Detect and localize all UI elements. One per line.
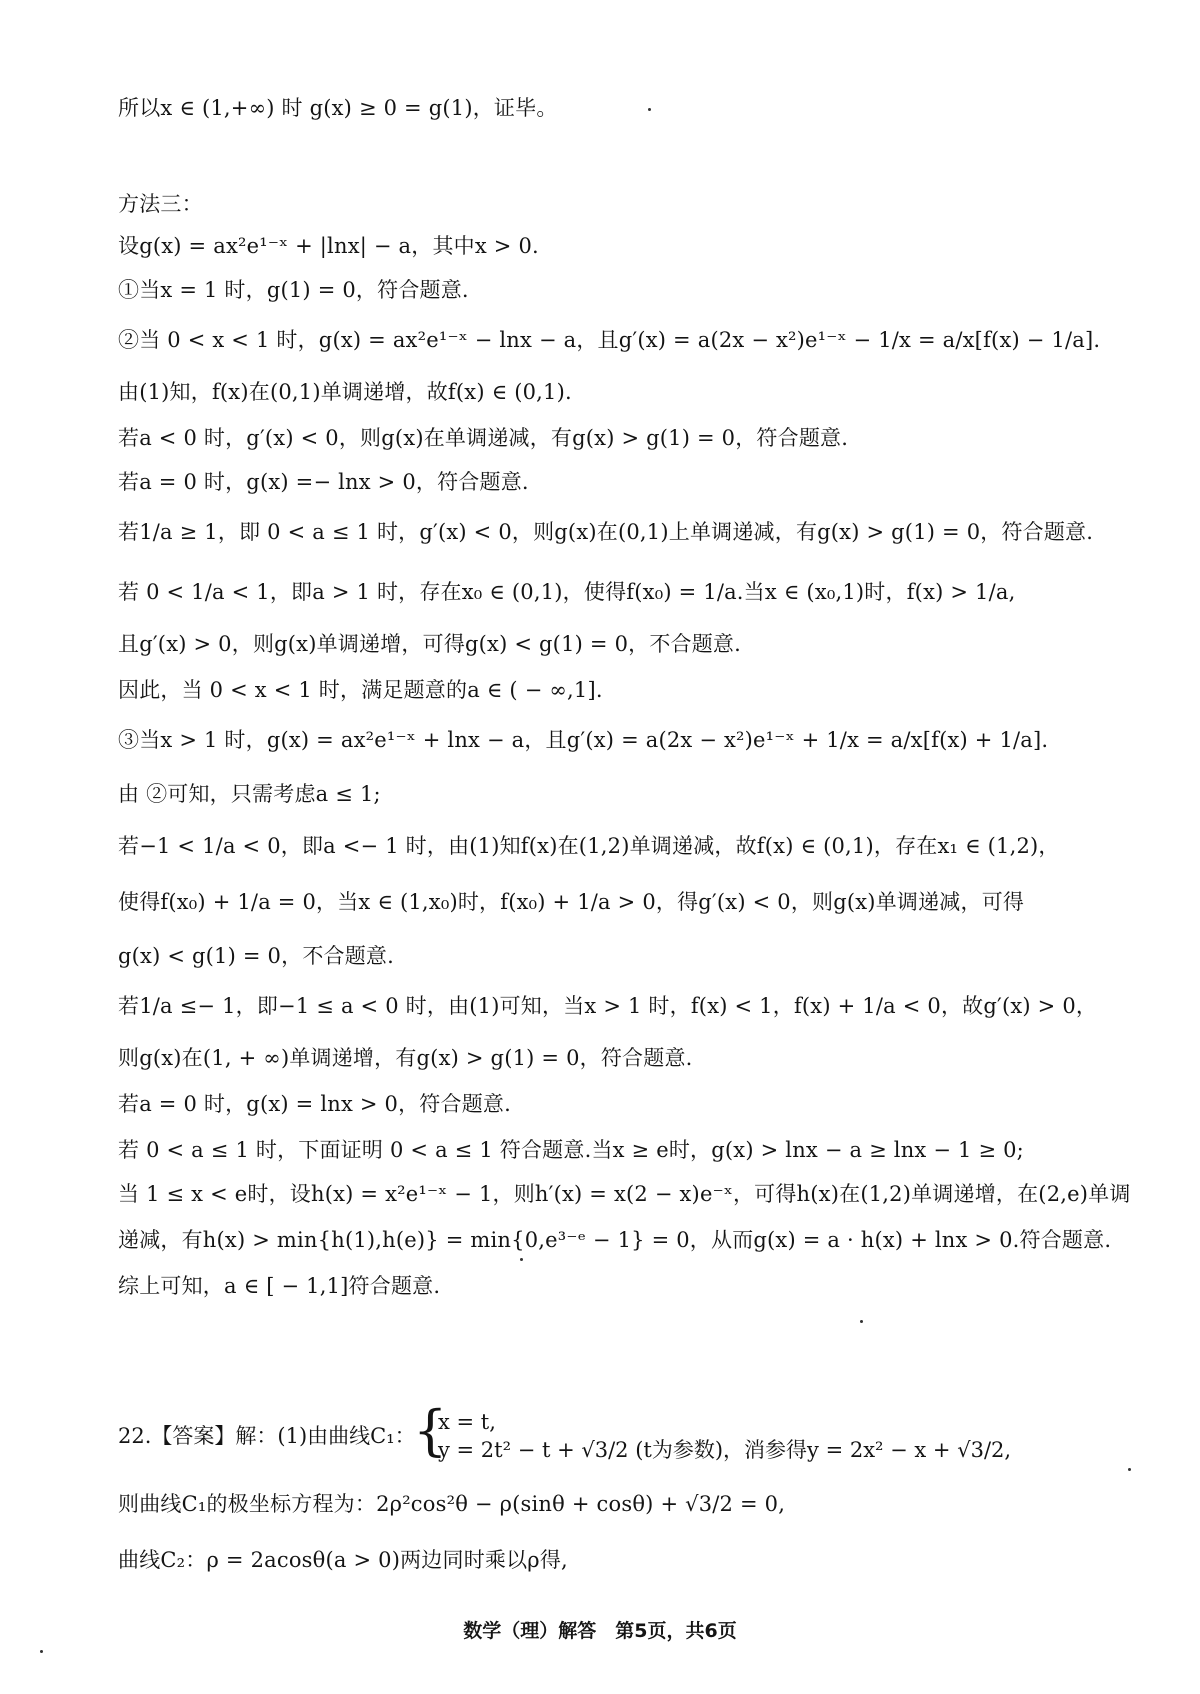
text-line: 若1/a ≥ 1，即 0 < a ≤ 1 时，g′(x) < 0，则g(x)在(0,1)上单调递减，有g(x) > g(1) = 0，符合题意. bbox=[118, 520, 1094, 544]
text-line: ③当x > 1 时，g(x) = ax²e¹⁻ˣ + lnx − a，且g′(x) = a(2x − x²)e¹⁻ˣ + 1/x = a/x[f(x) + 1/a]. bbox=[118, 728, 1049, 752]
text-line: 若1/a ≤− 1，即−1 ≤ a < 0 时，由(1)可知，当x > 1 时，f(x) < 1，f(x) + 1/a < 0，故g′(x) > 0， bbox=[118, 994, 1098, 1018]
text-line: ①当x = 1 时，g(1) = 0，符合题意. bbox=[118, 278, 469, 302]
text-line: 若 0 < 1/a < 1，即a > 1 时，存在x₀ ∈ (0,1)，使得f(x₀) = 1/a.当x ∈ (x₀,1)时，f(x) > 1/a, bbox=[118, 580, 1016, 604]
text-line: 则曲线C₁的极坐标方程为：2ρ²cos²θ − ρ(sinθ + cosθ) + √3/2 = 0, bbox=[118, 1492, 786, 1516]
page-footer: 数学（理）解答 第5页，共6页 bbox=[463, 1620, 737, 1642]
text-line: 由(1)知，f(x)在(0,1)单调递增，故f(x) ∈ (0,1). bbox=[118, 380, 572, 404]
text-line: 且g′(x) > 0，则g(x)单调递增，可得g(x) < g(1) = 0，不合题意. bbox=[118, 632, 742, 656]
scan-speck bbox=[520, 1258, 523, 1261]
scan-speck bbox=[40, 1650, 43, 1653]
text-line: 因此，当 0 < x < 1 时，满足题意的a ∈ ( − ∞,1]. bbox=[118, 678, 603, 702]
text-line: 递减，有h(x) > min{h(1),h(e)} = min{0,e³⁻ᵉ − 1} = 0，从而g(x) = a · h(x) + lnx > 0.符合题意. bbox=[118, 1228, 1112, 1252]
text-line: 若a = 0 时，g(x) =− lnx > 0，符合题意. bbox=[118, 470, 529, 494]
text-line: 曲线C₂：ρ = 2acosθ(a > 0)两边同时乘以ρ得, bbox=[118, 1548, 568, 1572]
system-eq-2: y = 2t² − t + √3/2 (t为参数)，消参得y = 2x² − x + √3/2, bbox=[438, 1438, 1012, 1462]
text-line: ②当 0 < x < 1 时，g(x) = ax²e¹⁻ˣ − lnx − a，且g′(x) = a(2x − x²)e¹⁻ˣ − 1/x = a/x[f(x) − 1/a]. bbox=[118, 328, 1101, 352]
text-line: 若−1 < 1/a < 0，即a <− 1 时，由(1)知f(x)在(1,2)单调递减，故f(x) ∈ (0,1)，存在x₁ ∈ (1,2)， bbox=[118, 834, 1060, 858]
question-22-lead: 22.【答案】解：(1)由曲线C₁： bbox=[118, 1424, 416, 1448]
text-line: 若a = 0 时，g(x) = lnx > 0，符合题意. bbox=[118, 1092, 511, 1116]
scan-speck bbox=[1128, 1468, 1131, 1471]
text-line: 由 ②可知，只需考虑a ≤ 1; bbox=[118, 782, 381, 806]
text-line: g(x) < g(1) = 0，不合题意. bbox=[118, 944, 394, 968]
system-eq-1: x = t, bbox=[438, 1410, 496, 1434]
text-line: 若 0 < a ≤ 1 时，下面证明 0 < a ≤ 1 符合题意.当x ≥ e时，g(x) > lnx − a ≥ lnx − 1 ≥ 0; bbox=[118, 1138, 1024, 1162]
scan-speck bbox=[648, 108, 651, 111]
text-line: 所以x ∈ (1,+∞) 时 g(x) ≥ 0 = g(1)，证毕。 bbox=[118, 96, 558, 120]
scan-speck bbox=[860, 1320, 863, 1323]
text-line: 若a < 0 时，g′(x) < 0，则g(x)在单调递减，有g(x) > g(1) = 0，符合题意. bbox=[118, 426, 849, 450]
text-line: 则g(x)在(1, + ∞)单调递增，有g(x) > g(1) = 0，符合题意. bbox=[118, 1046, 693, 1070]
text-line: 设g(x) = ax²e¹⁻ˣ + |lnx| − a，其中x > 0. bbox=[118, 234, 539, 258]
text-line: 综上可知，a ∈ [ − 1,1]符合题意. bbox=[118, 1274, 441, 1298]
text-line: 使得f(x₀) + 1/a = 0，当x ∈ (1,x₀)时，f(x₀) + 1/a > 0，得g′(x) < 0，则g(x)单调递减，可得 bbox=[118, 890, 1025, 914]
method-heading: 方法三： bbox=[118, 192, 203, 216]
brace-icon: { bbox=[413, 1399, 448, 1462]
text-line: 当 1 ≤ x < e时，设h(x) = x²e¹⁻ˣ − 1，则h′(x) = x(2 − x)e⁻ˣ，可得h(x)在(1,2)单调递增，在(2,e)单调 bbox=[118, 1182, 1131, 1206]
